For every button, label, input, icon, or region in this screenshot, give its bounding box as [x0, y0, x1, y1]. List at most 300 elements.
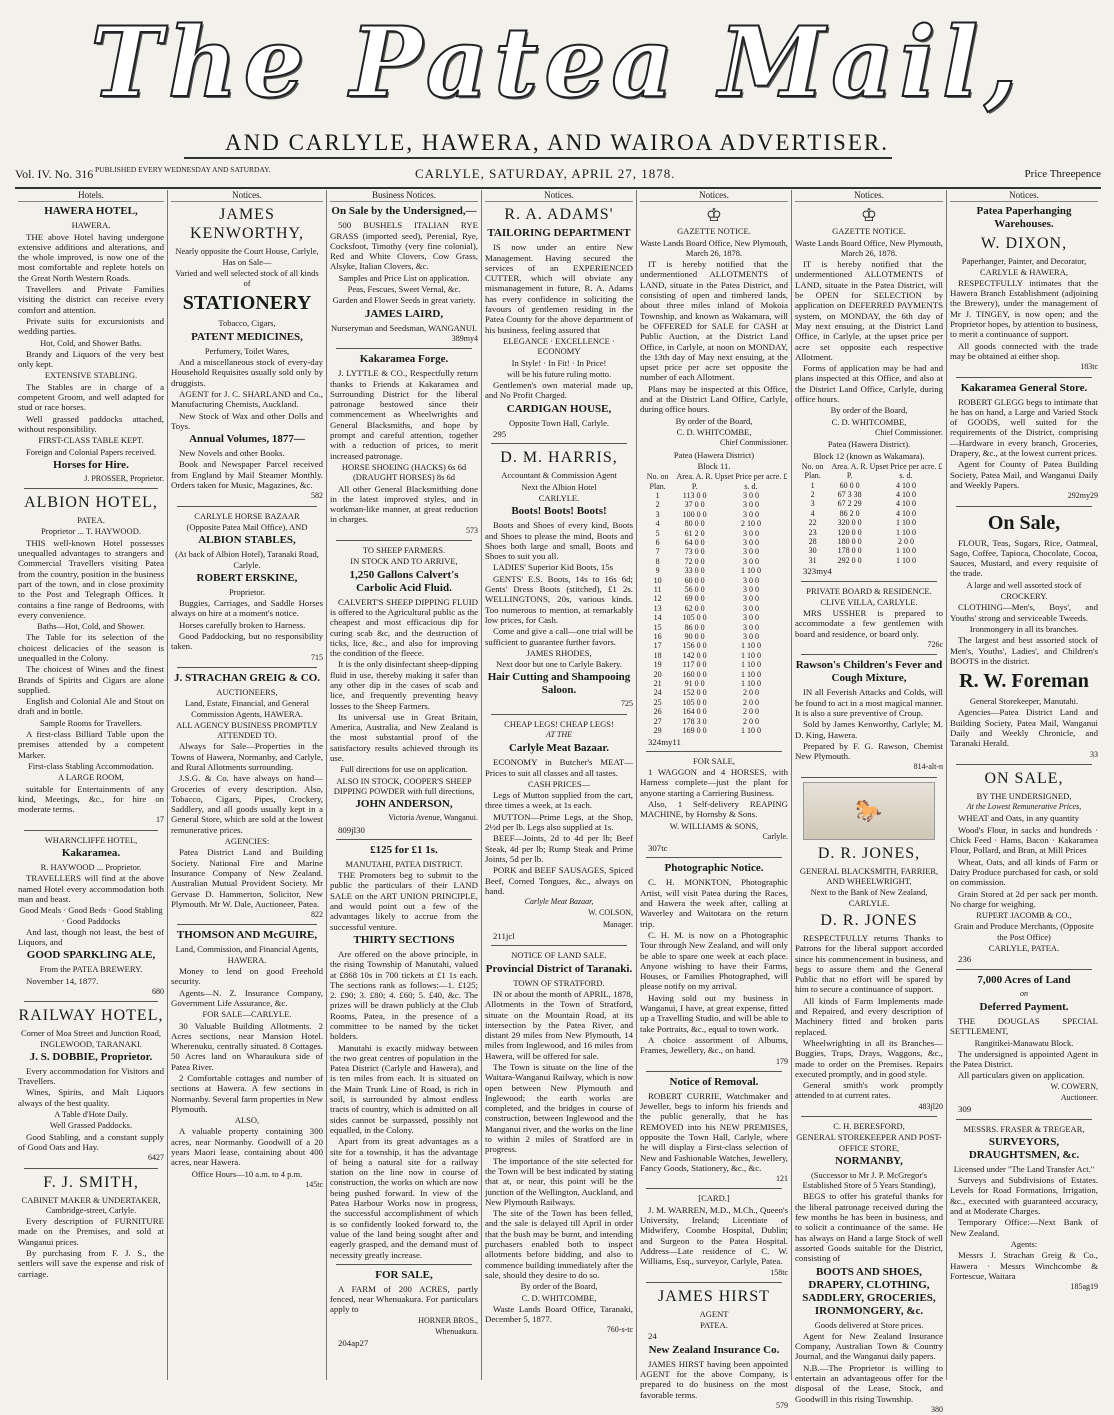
ad-kakaramea-forge: [330, 353, 478, 536]
ad-role: Chief Commissioner.: [875, 427, 943, 437]
ad-private-board: [795, 586, 943, 651]
table-cell: 6: [655, 537, 660, 547]
ad-divider: [491, 945, 627, 946]
ad-waggon-for-sale: [640, 756, 788, 854]
ad-divider: [336, 348, 472, 349]
ad-role: Auctioneer.: [1060, 1093, 1098, 1102]
ad-divider: [336, 540, 472, 541]
ad-subhead: ALL AGENCY BUSINESS PROMPTLY ATTENDED TO.: [176, 719, 318, 741]
ad-divider: [956, 1119, 1092, 1120]
ad-headline: STATIONERY: [182, 292, 312, 315]
ad-subhead: FOR SALE—CARLYLE.: [202, 1009, 292, 1020]
ad-subhead: BOOTS AND SHOES, DRAPERY, CLOTHING, SADDLERY, GROCERIES, IRONMONGERY, &c.: [802, 1265, 936, 1317]
ad-title: FOR SALE,: [692, 755, 736, 766]
ad-body: At the Lowest Remunerative Prices,: [966, 802, 1082, 812]
ad-proprietor: J. S. DOBBIE, Proprietor.: [29, 1050, 153, 1063]
ad-body: Apart from its great advantages as a site for a township, it has the advantage of being a natural site for a railway station on the line now in course of construction, the works on which are now being pushed forward. In view of the Patea Harbour Works now in progress, the successful accomplishment of which is so confidently looked forward to, the value of the land being sought after and eagerly grasped, and the demand must of necessity greatly increase.: [330, 1136, 478, 1260]
table-cell: 178 3 0: [682, 716, 707, 726]
ad-divider: [801, 1116, 937, 1117]
ad-body: Messrs J. Strachan Greig & Co., Hawera · Messrs Winchcombe & Fortescue, Waitara: [950, 1250, 1098, 1281]
ad-place: PATEA.: [700, 1320, 728, 1331]
table-row: [640, 557, 788, 566]
allotment-table-body: [795, 481, 943, 566]
ad-proprietor: Proprietor ... T. HAYWOOD.: [41, 526, 141, 537]
table-cell: 73 0 0: [684, 547, 705, 557]
ad-body: Buggies, Carriages, and Saddle Horses always on hire at a moment's notice.: [171, 598, 323, 619]
table-cell: 164 0 0: [682, 707, 707, 717]
ad-subhead: Accountant & Commission Agent: [501, 470, 617, 481]
table-cell: 86 2 0: [839, 508, 860, 518]
table-cell: 320 0 0: [837, 518, 862, 528]
ad-body: BEEF—Joints, 2d to 4d per lb; Beef Steak, 4d per lb; Rump Steak and Prime Joints, 5d per lb.: [485, 833, 633, 864]
ad-body: All other General Blacksmithing done in the latest improved styles, and in workman-like manner, at great reduction in charges.: [330, 483, 478, 525]
table-cell: 9: [655, 566, 660, 576]
table-cell: 8: [655, 556, 660, 566]
table-cell: 1: [810, 480, 815, 490]
table-row: [640, 585, 788, 594]
ad-subhead: BY THE UNDERSIGNED,: [976, 790, 1072, 801]
ad-number: 324my11: [648, 736, 681, 747]
ad-subhead: TAILORING DEPARTMENT: [487, 227, 631, 240]
ad-title: TO SHEEP FARMERS.: [362, 545, 446, 556]
ad-body: J. M. WARREN, M.D., M.Ch., Queen's University, Ireland; Licentiate of Midwifery, Coombe Hospital, Dublin; and Surgeon to the Patea Hospital. Address—Late residence of C. W. Williams, Esq., surveyor, Carlyle, Patea.: [640, 1204, 788, 1267]
table-row: [640, 726, 788, 735]
ad-body: Money to lend on good Freehold security.: [171, 966, 323, 987]
ad-subhead: A Table d'Hote Daily.: [54, 1109, 128, 1120]
ad-divider: [24, 830, 158, 831]
ad-title: CARLYLE HORSE BAZAAR: [194, 510, 300, 521]
ad-body: Good Meals · Good Beds · Good Stabling · Good Paddocks: [19, 905, 163, 926]
ad-number: 33: [1090, 749, 1098, 759]
table-cell: 2 0 0: [897, 537, 914, 547]
ad-number: 204ap27: [338, 1338, 369, 1349]
table-cell: 3: [655, 509, 660, 519]
ad-body: Are offered on the above principle, in the rising Township of Manutahi, valued at £868 10s in 700 tickets at £1 1s each. The sections rank as follows:—1. £125; 2. £90; 3. £80; 4. £60; 5. £40, &c. The prizes will be drawn publicly at the Club Rooms, Patea, in the presence of a committee to be named by the ticket holders.: [330, 948, 478, 1042]
column-header: Notices.: [950, 190, 1098, 202]
ad-role: AGENT: [699, 1308, 729, 1319]
ad-subhead: Carlyle Meat Bazaar.: [508, 742, 610, 755]
ad-body: (Successor to Mr J. P. McGregor's Established Store of 5 Years Standing),: [802, 1169, 936, 1191]
ad-title: D. R. JONES: [820, 911, 918, 929]
ad-proprietor: JOHN ANDERSON,: [355, 798, 453, 811]
ad-subhead: AGENCIES:: [224, 836, 270, 847]
ad-subhead: Block 12 (known as Wakamara).: [813, 450, 925, 461]
ad-body: Forms of application may be had and plans inspected at this Office, and also at the District Land Office, Carlyle, during office hours.: [795, 363, 943, 405]
ad-role: Chief Commissioner.: [720, 438, 788, 448]
ad-proprietor: W. COWERN,: [1050, 1081, 1098, 1091]
table-cell: 3 0 0: [742, 537, 759, 547]
table-cell: 27: [653, 716, 662, 726]
table-cell: 292 0 0: [837, 555, 862, 565]
ad-body: All goods connected with the trade may be obtained at either shop.: [950, 340, 1098, 361]
ad-number: 814-alt-n: [913, 762, 943, 772]
column-1: [15, 190, 167, 1385]
ad-body: J. LYTTLE & CO., Respectfully return thanks to Friends at Kakaramea and Surrounding District for the liberal patronage bestowed since their commencement as Wheelwrights and General Blacksmiths, and hope by prompt and careful attention, together with a reduction of prices, to merit increased patronage.: [330, 368, 478, 461]
ad-title: PRIVATE BOARD & RESIDENCE.: [806, 585, 932, 596]
table-row: [640, 707, 788, 716]
ad-date: November 14, 1877.: [26, 975, 99, 986]
ad-number: 483jl20: [918, 1101, 943, 1111]
ad-subhead: Nearly opposite the Court House, Carlyle, Has on Sale—: [175, 246, 319, 267]
table-cell: 3 0 0: [742, 613, 759, 623]
ad-subhead: CABINET MAKER & UNDERTAKER, Cambridge-street, Carlyle.: [21, 1194, 161, 1215]
ad-proprietor: R. W. Foreman: [959, 670, 1089, 693]
table-cell: 113 0 0: [682, 490, 707, 500]
ad-title: GAZETTE NOTICE.: [677, 226, 751, 237]
table-cell: 3 0 0: [742, 632, 759, 642]
header-rule: [15, 187, 1101, 189]
ad-role: AUCTIONEERS,: [216, 686, 278, 697]
ad-proprietor: J. PROSSER, Proprietor.: [84, 473, 164, 483]
ad-number: 6427: [148, 1153, 164, 1163]
ad-title: F. J. SMITH,: [43, 1173, 139, 1191]
ad-body: 500 BUSHELS ITALIAN RYE GRASS (imported seed), Perenial, Rye, Cocksfoot, Timothy (very fine colonial), Red and White Clovers, Cow Grass, Alsyke, Italian Clovers, &c.: [330, 220, 478, 272]
ad-body: Agent for County of Patea Building Society, Patea Mail, and Wanganui Daily and Weekly Papers.: [950, 459, 1098, 490]
ad-number: 822: [311, 910, 323, 920]
ad-body: BEGS to offer his grateful thanks for the liberal patronage received during the few months he has been in business, and to solicit a continuance of the same. He has always on Hand a large Stock of well assorted Goods suitable for the District, consisting of: [795, 1191, 943, 1264]
table-row: [640, 632, 788, 641]
table-cell: 22: [808, 518, 817, 528]
ad-body: By order of the Board,: [830, 405, 908, 416]
ad-role: Nurseryman and Seedsman, WANGANUI.: [331, 322, 477, 333]
ad-divider: [24, 1168, 158, 1169]
ad-title: Kakaramea General Store.: [960, 381, 1088, 394]
ad-role: Waste Lands Board Office, Taranaki, December 5, 1877.: [485, 1303, 633, 1325]
table-cell: 20: [653, 669, 662, 679]
ad-body: By order of the Board,: [675, 415, 753, 426]
table-row: [640, 500, 788, 509]
ad-body: The largest and best assorted stock of Men's, Youths', Ladies', and Children's BOOTS in the district.: [950, 635, 1098, 666]
column-header: Notices.: [485, 190, 633, 202]
allotment-table: [795, 462, 943, 565]
ad-body: And last, though not least, the best of Liquors, and: [18, 926, 164, 948]
ad-body: Agencies—Patea District Land and Building Society, Patea Mail, Wanganui Daily and Weekly Chronicle, and Taranaki Herald.: [950, 707, 1098, 749]
table-cell: 169 0 0: [682, 726, 707, 736]
ad-place: CARLYLE.: [538, 492, 580, 503]
table-row: [640, 660, 788, 669]
ad-subhead: THIRTY SECTIONS: [353, 933, 455, 946]
ad-title: Notice of Removal.: [669, 1075, 759, 1088]
table-cell: 2 0 0: [742, 697, 759, 707]
table-header: Upset Price per acre. £ s. d.: [869, 461, 943, 481]
ad-number: 183tc: [1080, 362, 1098, 372]
table-cell: 180 0 0: [837, 537, 862, 547]
ad-body: And a miscellaneous stock of every-day Household Requisites usually sold only by druggists.: [171, 357, 323, 388]
ad-body: PORK and BEEF SAUSAGES, Spiced Beef, Corned Tongues, &c., always on hand.: [485, 865, 633, 896]
ad-james-laird: [330, 205, 478, 344]
ad-number: 295: [493, 429, 507, 440]
table-cell: 21: [653, 679, 662, 689]
table-row: [640, 566, 788, 575]
ad-title: D. M. HARRIS,: [500, 449, 618, 467]
ad-number: 715: [311, 652, 323, 662]
price: Price Threepence: [1024, 168, 1101, 180]
ad-body: J.S.G. & Co. have always on hand—Groceries of every description. Also, Tobacco, Cigars, Pipes, Crockery, Saddlery, and all goods usually kept in a General Store, which are sold at the lowest remunerative prices.: [171, 773, 323, 835]
publication-schedule: PUBLISHED EVERY WEDNESDAY AND SATURDAY.: [95, 165, 271, 174]
table-cell: 3 0 0: [742, 500, 759, 510]
table-cell: 29: [653, 726, 662, 736]
table-cell: 24: [653, 688, 662, 698]
ad-proprietor: W. WILLIAMS & SONS,: [669, 820, 759, 831]
table-cell: 105 0 0: [682, 697, 707, 707]
table-row: [640, 538, 788, 547]
ad-body: JAMES HIRST having been appointed AGENT for the above Company, is prepared to do business on the most favorable terms.: [640, 1358, 788, 1400]
ad-divider: [646, 1282, 782, 1283]
column-header: Notices.: [640, 190, 788, 202]
ad-body: TRAVELLERS will find at the above named Hotel every accommodation both man and beast.: [18, 873, 164, 904]
ad-body: Its universal use in Great Britain, America, Australia, and New Zealand is the most substantial proof of the satisfactory results achieved through its use.: [330, 711, 478, 764]
table-row: [795, 490, 943, 499]
table-cell: 67 3 38: [837, 490, 862, 500]
table-cell: 1 10 0: [740, 669, 761, 679]
ad-hawera-hotel: [18, 205, 164, 484]
ad-place: (At back of Albion Hotel), Taranaki Road, Carlyle.: [175, 549, 319, 570]
ad-kenworthy: [171, 205, 323, 501]
ad-number: 389my4: [451, 333, 478, 343]
ad-land-sale-stratford: [485, 950, 633, 1335]
table-cell: 26: [653, 707, 662, 717]
ad-body: IT is hereby notified that the undermentioned ALLOTMENTS of LAND, situate in the Patea District, and consisting of open and timbered lands, about three miles inland of Mokoia Township, and known as Wakamara, will be OFFERED for SALE for CASH at Public Auction, at the District Land Office, in Carlyle, at noon on MONDAY, the 13th day of May next ensuing, at the upset price per acre set opposite the number of each Allotment.: [640, 259, 788, 383]
ad-place: CARLYLE, PATEA.: [988, 943, 1060, 954]
ad-body: Office Hours—10 a.m. to 4 p.m.: [191, 1168, 303, 1179]
ad-body: MRS USSHER is prepared to accommodate a few gentlemen with board and residence, or board only.: [795, 608, 943, 639]
table-cell: 156 0 0: [682, 641, 707, 651]
ad-title: WHARNCLIFFE HOTEL,: [44, 834, 138, 845]
ad-title: FOR SALE,: [375, 1268, 433, 1281]
ad-divider: [336, 1264, 472, 1265]
ad-wharncliffe-hotel: [18, 835, 164, 998]
column-6: [792, 190, 946, 1414]
ad-body: IN or about the month of APRIL, 1878, Allotments in the Town of Stratford, situate on the Mountain Road, at its intersection by the Patea River, and distant 29 miles from New Plymouth, 14 miles from Inglewood, and 16 miles from Hawera, will be offered for sale.: [485, 988, 633, 1061]
ad-divider: [646, 751, 782, 752]
ad-body: English and Colonial Ale and Stout on draft and in bottle.: [18, 696, 164, 717]
ad-james-hirst: [640, 1287, 788, 1411]
ad-subhead: Sample Rooms for Travellers.: [40, 717, 142, 728]
ad-subhead: New Zealand Insurance Co.: [648, 1343, 780, 1356]
ad-body: Patea District Land and Building Society. National Fire and Marine Insurance Company of New Zealand. Australian Mutual Provident Society. Mr Gervase D. Hammerton, Solicitor, New Plymouth. Mr W. Dale, Auctioneer, Patea.: [171, 847, 323, 909]
ad-place: HAWERA.: [71, 220, 111, 231]
column-4: [482, 190, 636, 1385]
ad-subhead: ALSO,: [234, 1115, 260, 1126]
ad-role: General Storekeeper, Manutahi.: [969, 696, 1079, 707]
ad-body: Plans may be inspected at this Office, and at the District Land Office, Carlyle, during office hours.: [640, 383, 788, 415]
ad-body: RESPECTFULLY returns Thanks to Patrons for the liberal support accorded since his commencement in business, and begs to assure them and the General Public that no effort will be spared by him to secure a continuance of support.: [795, 932, 943, 995]
table-cell: 60 0 0: [684, 575, 705, 585]
ad-body: Temporary Office:—Next Bank of New Zealand.: [950, 1217, 1098, 1238]
masthead: [0, 0, 1114, 124]
ad-body: WHEAT and Oats, in any quantity: [958, 813, 1080, 824]
ad-body: All particulars given on application.: [958, 1070, 1085, 1081]
ad-subhead: Patea (Hawera District).: [827, 439, 911, 450]
table-cell: 37 0 0: [684, 500, 705, 510]
dateline: [15, 165, 1101, 185]
table-header: No. on Plan.: [801, 461, 824, 481]
ad-manutahi-art-union: [330, 844, 478, 1260]
ad-subhead: MANUTAHI, PATEA DISTRICT.: [345, 858, 463, 869]
ad-body: The Stables are in charge of a competent Groom, and well adapted for stud or race horses.: [18, 381, 164, 413]
ad-title: RAILWAY HOTEL,: [18, 1007, 164, 1025]
ad-photographic-notice: [640, 862, 788, 1066]
ad-place: NORMANBY,: [835, 1154, 903, 1167]
ad-body: The site of the Town has been felled, and the sale is delayed till April in order that the bush may be burnt, and intending purchasers enabled both to inspect allotments before bidding, and also to commence building immediately after the sale, should they desire to do so.: [485, 1208, 633, 1280]
table-cell: 31: [808, 555, 817, 565]
ad-body: The choicest of Wines and the finest Brands of Spirits and Cigars are alone supplied.: [18, 664, 164, 695]
ad-title: Rawson's Children's Fever and Cough Mixture,: [795, 659, 943, 685]
ad-rupert-jacomb: [950, 769, 1098, 965]
ad-number: 573: [466, 525, 478, 535]
table-cell: 3 0 0: [742, 556, 759, 566]
ad-divider: [801, 777, 937, 778]
ad-farm-for-sale: [330, 1269, 478, 1349]
table-cell: 13: [653, 603, 662, 613]
table-row: [640, 547, 788, 556]
ad-subhead: ALSO IN STOCK, COOPER'S SHEEP DIPPING POWDER with full directions,: [333, 775, 475, 796]
column-7: [947, 190, 1101, 1385]
ad-role: Grain and Produce Merchants, (Opposite the Post Office): [954, 921, 1094, 942]
table-cell: 5: [655, 528, 660, 538]
ad-title: GAZETTE NOTICE.: [832, 226, 906, 237]
ad-place: Next to the Bank of New Zealand, CARLYLE.: [810, 887, 928, 908]
table-cell: 3 0 0: [742, 490, 759, 500]
ad-strachan-greig: [171, 672, 323, 921]
ad-kakaramea-store: [950, 382, 1098, 502]
table-cell: 120 0 0: [837, 527, 862, 537]
ad-body: A FARM of 200 ACRES, partly fenced, near Whenuakura. For particulars apply to: [330, 1283, 478, 1315]
ad-body: MUTTON—Prime Legs, at the Shop, 2½d per lb. Legs also supplied at 1s.: [485, 811, 633, 833]
ad-title: ON SALE,: [984, 769, 1064, 787]
ad-body: THIS well-known Hotel possesses unequalled advantages to strangers and Commercial Travellers visiting Patea from the country, position in the business part of the town, and in close proximity to the Post and Telegraph Offices. It contains a fine range of Bedrooms, with every convenience.: [18, 537, 164, 620]
ad-body: on: [1020, 988, 1028, 998]
table-cell: 152 0 0: [682, 688, 707, 698]
ad-title: On Sale,: [987, 511, 1061, 534]
ad-body: AGENT for J. C. SHARLAND and Co., Manufacturing Chemists, Auckland.: [171, 388, 323, 410]
table-row: [640, 670, 788, 679]
ad-number: 323my4: [803, 566, 832, 577]
table-cell: 91 0 0: [684, 679, 705, 689]
ad-subhead: CROCKERY.: [1000, 591, 1048, 602]
ad-notice-of-removal: [640, 1076, 788, 1185]
ad-body: Travellers and Private Families visiting the district can receive every comfort and attention.: [18, 284, 164, 315]
ad-body: THE Promoters beg to submit to the public the particulars of their LAND SALE on the ART UNION PRINCIPLE, and would point out a few of the advantages likely to accrue from the successful venture.: [330, 870, 478, 932]
ad-body: Also, 1 Self-delivery REAPING MACHINE, by Hornsby & Sons.: [640, 798, 788, 820]
table-cell: 142 0 0: [682, 650, 707, 660]
ad-subhead: Perfumery, Toilet Wares,: [204, 345, 290, 356]
ad-body: Wheat, Oats, and all kinds of Farm or Dairy Produce purchased for cash, or sold on commission.: [950, 856, 1098, 888]
ad-body: Come and give a call—one trial will be sufficient to guarantee further favors.: [485, 626, 633, 647]
ad-albion-hotel: [18, 493, 164, 826]
ad-body: The Town is situate on the line of the Waitara-Wanganui Railway, which is now open between New Plymouth and Inglewood; the earth works are completed, and the bridges in course of construction, between Inglewood and the Manganui river, and the works on the line to within 2 miles of Stratford are in progress.: [485, 1062, 633, 1155]
ad-body: THE DOUGLAS SPECIAL SETTLEMENT,: [950, 1015, 1098, 1037]
table-cell: 17: [653, 641, 662, 651]
table-cell: 100 0 0: [682, 509, 707, 519]
table-row: [795, 546, 943, 555]
table-cell: 1 10 0: [740, 566, 761, 576]
ad-body: Good Stabling, and a constant supply of Good Oats and Hay.: [18, 1131, 164, 1152]
ad-body: Book and Newspaper Parcel received from England by Mail Steamer Monthly. Orders taken for Music, Magazines, &c.: [171, 459, 323, 491]
ad-number: 185ag19: [1070, 1282, 1098, 1292]
ad-dr-jones: [795, 782, 943, 1112]
table-cell: 23: [808, 527, 817, 537]
ad-divider: [646, 1071, 782, 1072]
table-cell: 3 0 0: [742, 547, 759, 557]
ad-proprietor: ROBERT ERSKINE,: [196, 571, 298, 584]
ad-body: IN all Feverish Attacks and Colds, will be found to act in a most magical manner. It is also a sure preventive of Croup.: [795, 687, 943, 718]
ad-subhead: CARDIGAN HOUSE,: [506, 402, 612, 415]
column-3: [327, 190, 481, 1385]
ad-number: 680: [152, 987, 164, 996]
ad-divider: [177, 667, 317, 668]
ad-meat-bazaar: [485, 719, 633, 942]
ad-body: RESPECTFULLY intimates that the Hawera Branch Establishment (adjoining the Brewery), under the management of Mr J. TINGEY, is now open; and the Proprietor hopes, by attention to business, to merit a continuance of support.: [950, 277, 1098, 340]
ad-title: CHEAP LEGS! CHEAP LEGS!: [504, 718, 614, 729]
ad-title: JAMES KENWORTHY,: [189, 206, 305, 243]
ad-subhead: Patea (Hawera District): [673, 449, 755, 460]
ad-body: Legs of Mutton supplied from the cart, three times a week, at 1s each.: [485, 790, 633, 811]
table-cell: 3 0 0: [742, 603, 759, 613]
ad-body: The importance of the site selected for the Town will be best indicated by stating that at, or near, this point will be the junction of the Wellington, Auckland, and New Plymouth Railways.: [485, 1155, 633, 1207]
ad-subhead: Waste Lands Board Office, New Plymouth, March 26, 1878.: [640, 237, 788, 258]
ad-number: 579: [776, 1400, 788, 1410]
ad-subhead: Hair Cutting and Shampooing Saloon.: [487, 671, 631, 697]
column-header: Hotels.: [18, 190, 164, 202]
ad-divider: [956, 506, 1092, 507]
ad-body: General smith's work promptly attended to at current rates.: [795, 1080, 943, 1101]
table-row: [795, 509, 943, 518]
ad-body: LADIES' Superior Kid Boots, 15s: [493, 562, 614, 573]
table-header: No. on Plan.: [646, 472, 669, 491]
ad-place: PATEA.: [77, 515, 105, 526]
ad-body: A valuable property containing 300 acres, near Normanby. Goodwill of a 20 years Maori lease, containing about 400 acres, near Hawera.: [171, 1126, 323, 1168]
ad-body: THE above Hotel having undergone extensive additions and alterations, and the whole improved, is now one of the most comfortable and replete hotels on the Great North Western Roads.: [18, 231, 164, 283]
ad-body: Every description of FURNITURE made on the Premises, and sold at Wanganui prices.: [18, 1216, 164, 1247]
ad-role: Manager.: [603, 919, 633, 929]
ad-harris-rhodes: [485, 448, 633, 709]
ad-body: Horses carefully broken to Harness.: [179, 619, 306, 630]
table-row: [640, 623, 788, 632]
ad-divider: [646, 857, 782, 858]
ad-body: Licensed under "The Land Transfer Act.": [953, 1163, 1095, 1174]
ad-title: On Sale by the Undersigned,—: [331, 205, 477, 218]
ad-number: 17: [156, 815, 164, 825]
ad-place: Corner of Moa Street and Junction Road, INGLEWOOD, TARANAKI.: [21, 1028, 161, 1049]
ad-proprietor: C. D. WHITCOMBE,: [676, 426, 752, 437]
place-and-date: CARLYLE, SATURDAY, APRIL 27, 1878.: [415, 166, 676, 181]
ad-smith: [18, 1173, 164, 1279]
ad-body: By purchasing from F. J. S., the settlers will save the expense and risk of carriage.: [18, 1248, 164, 1279]
ad-number: 179: [776, 1056, 788, 1066]
ad-body: GENTS' E.S. Boots, 14s to 16s 6d; Gents' Dress Boots (stitched), £1 2s. WELLINGTONS, 20s, various kinds. Too numerous to mention, at remarkably low prices, for Cash.: [485, 573, 633, 625]
ad-subhead: GOOD SPARKLING ALE,: [26, 949, 156, 962]
ad-divider: [956, 377, 1092, 378]
ad-body: Having sold out my business in Wanganui, I have, at great expense, fitted up a Travelling Studio, and will be able to take Portraits, &c., equal to town work.: [640, 992, 788, 1034]
table-cell: 105 0 0: [682, 613, 707, 623]
table-cell: 3 0 0: [742, 585, 759, 594]
ad-body: 2 Comfortable cottages and number of sections at Hawera. A few sections in Normanby. Several farm properties in New Plymouth.: [171, 1073, 323, 1114]
table-cell: 3 0 0: [742, 594, 759, 604]
table-row: [640, 529, 788, 538]
ad-title: C. H. BERESFORD,: [833, 1120, 905, 1131]
table-cell: 60 0 0: [839, 480, 860, 490]
table-cell: 4 10 0: [895, 490, 916, 500]
ad-subhead: ALBION STABLES,: [198, 534, 296, 547]
ad-deferred-payment: [950, 974, 1098, 1115]
ad-proprietor: W. DIXON,: [980, 235, 1068, 253]
ad-subhead: CLIVE VILLA, CARLYLE.: [820, 596, 918, 607]
ad-body: C. H. M. is now on a Photographic Tour through New Zealand, and will only be able to spare one week at each place. Anyone wishing to have their Farms, Houses, or Families Photographed, will please notify on my arrival.: [640, 929, 788, 992]
ad-number: 380: [931, 1404, 943, 1414]
table-row: [795, 537, 943, 546]
ad-body: Samples and Price List on application.: [338, 272, 470, 283]
